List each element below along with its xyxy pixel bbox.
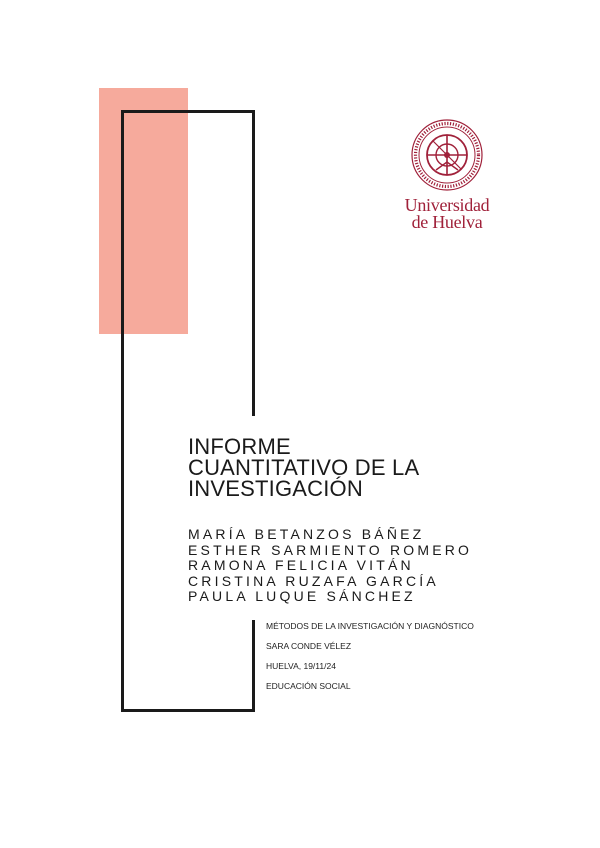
degree-name: EDUCACIÓN SOCIAL [266, 681, 351, 691]
author-name: ESTHER SARMIENTO ROMERO [188, 541, 473, 558]
frame-top-line [121, 110, 255, 113]
author-name: MARÍA BETANZOS BÁÑEZ [188, 526, 425, 542]
report-title [188, 436, 419, 499]
university-seal-icon [406, 118, 488, 192]
subject-name: MÉTODOS DE LA INVESTIGACIÓN Y DIAGNÓSTICO [266, 621, 474, 631]
author-name: RAMONA FELICIA VITÁN [188, 557, 414, 573]
frame-left-line [121, 110, 124, 712]
logo-line-2: de Huelva [411, 212, 483, 232]
title-line-3: INVESTIGACIÓN [188, 476, 363, 501]
title-line-1: INFORME [188, 434, 291, 459]
logo-line-1: Universidad [404, 195, 490, 215]
place-date: HUELVA, 19/11/24 [266, 661, 336, 671]
teacher-name: SARA CONDE VÉLEZ [266, 641, 352, 651]
frame-right-upper-line [252, 110, 255, 416]
frame-right-lower-line [252, 620, 255, 712]
report-metadata [266, 619, 474, 699]
frame-bottom-line [121, 709, 255, 712]
authors-list [188, 527, 472, 605]
university-logo [402, 118, 492, 231]
title-line-2: CUANTITATIVO DE LA [188, 455, 420, 480]
author-name: PAULA LUQUE SÁNCHEZ [188, 588, 416, 604]
accent-block [99, 88, 188, 334]
author-name: CRISTINA RUZAFA GARCÍA [188, 572, 439, 589]
